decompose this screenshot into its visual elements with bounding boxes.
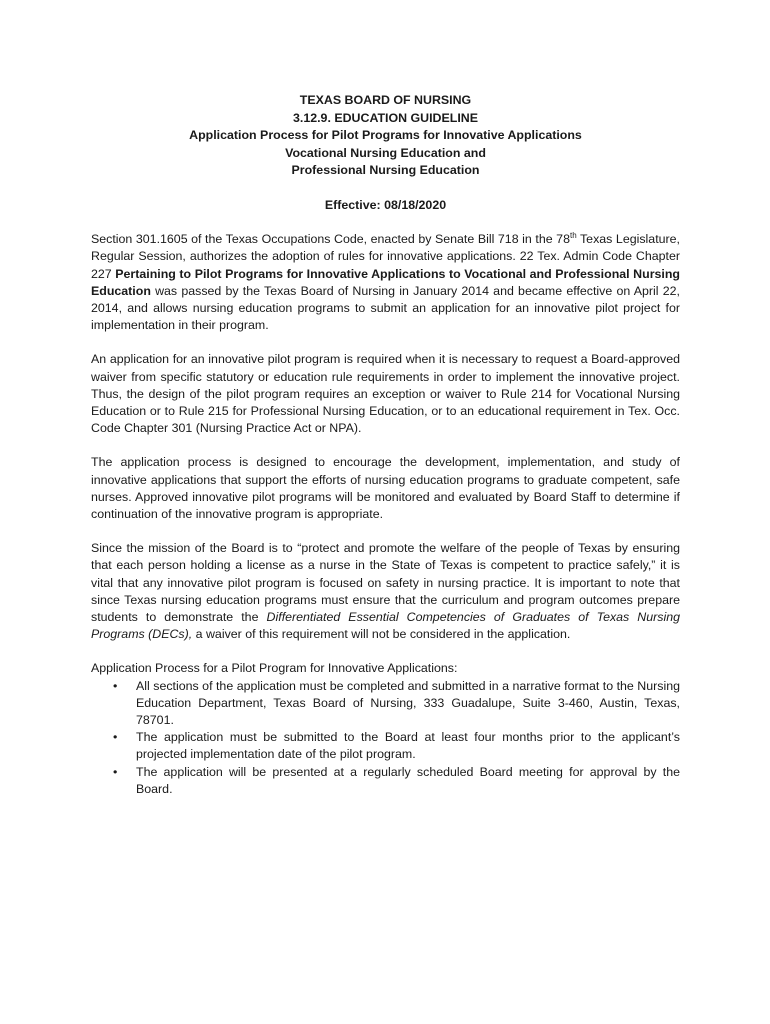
bullet-icon: •: [113, 730, 118, 745]
guideline-title: Application Process for Pilot Programs for Innovative Applications: [189, 128, 582, 143]
list-item: • The application must be submitted to the Board at least four months prior to the applicant’s projected implementation date of the pilot program.: [113, 730, 680, 762]
rule-title: Pertaining to Pilot Programs for Innovative Applications to Vocational and Professional Nursing Education: [91, 266, 680, 298]
guideline-subtitle-1: Vocational Nursing Education and: [285, 145, 486, 160]
list-item: • The application will be presented at a regularly scheduled Board meeting for approval by the Board.: [113, 764, 680, 796]
bullet-icon: •: [113, 678, 118, 693]
paragraph-mission: Since the mission of the Board is to “protect and promote the welfare of the people of Texas by ensuring that each person holding a license as a nurse in the State of Texas is competent to practice safely,” it is vital that any innovative pilot program is focused on safety in nursing practice. It is important to note that since Texas nursing education programs must ensure that the curriculum and program outcomes prepare students to demonstrate the Differentiated Essential Competencies of Graduates of Texas Nursing Programs (DECs), a waiver of this requirement will not be considered in the application.: [91, 541, 680, 642]
paragraph-purpose: The application process is designed to encourage the development, implementation, and study of innovative applications that support the efforts of nursing education programs to graduate competent, safe nurses. Approved innovative pilot programs will be monitored and evaluated by Board Staff to determine if continuation of the innovative program is appropriate.: [91, 455, 680, 522]
application-steps-list: [91, 678, 680, 798]
paragraph-statute: Section 301.1605 of the Texas Occupations Code, enacted by Senate Bill 718 in the 78th Texas Legislature, Regular Session, authorizes the adoption of rules for innovative applications. 22 Tex. Admin Code Chapter 227 Pertaining to Pilot Programs for Innovative Applications to Vocational and Professional Nursing Education was passed by the Texas Board of Nursing in January 2014 and became effective on April 22, 2014, and allows nursing education programs to submit an application for an innovative pilot project for implementation in their program.: [91, 231, 680, 333]
agency-title: TEXAS BOARD OF NURSING: [299, 93, 472, 107]
guideline-number: 3.12.9. EDUCATION GUIDELINE: [293, 110, 478, 125]
paragraph-waiver: An application for an innovative pilot program is required when it is necessary to request a Board-approved waiver from specific statutory or education rule requirements in order to implement the innovative project. Thus, the design of the pilot program requires an exception or waiver to Rule 214 for Vocational Nursing Education or to Rule 215 for Professional Nursing Education, or to an educational requirement in Tex. Occ. Code Chapter 301 (Nursing Practice Act or NPA).: [91, 352, 680, 436]
document-header: [91, 92, 680, 180]
list-item: • All sections of the application must be completed and submitted in a narrative format to the Nursing Education Department, Texas Board of Nursing, 333 Guadalupe, Suite 3-460, Austin, Texas, 78701.: [113, 678, 680, 728]
guideline-subtitle-2: Professional Nursing Education: [291, 163, 480, 178]
list-intro: Application Process for a Pilot Program for Innovative Applications:: [91, 661, 458, 676]
decs-title: Differentiated Essential Competencies of Graduates of Texas Nursing Programs (DECs),: [91, 610, 680, 642]
effective-date: Effective: 08/18/2020: [324, 197, 447, 212]
bullet-icon: •: [113, 764, 118, 779]
